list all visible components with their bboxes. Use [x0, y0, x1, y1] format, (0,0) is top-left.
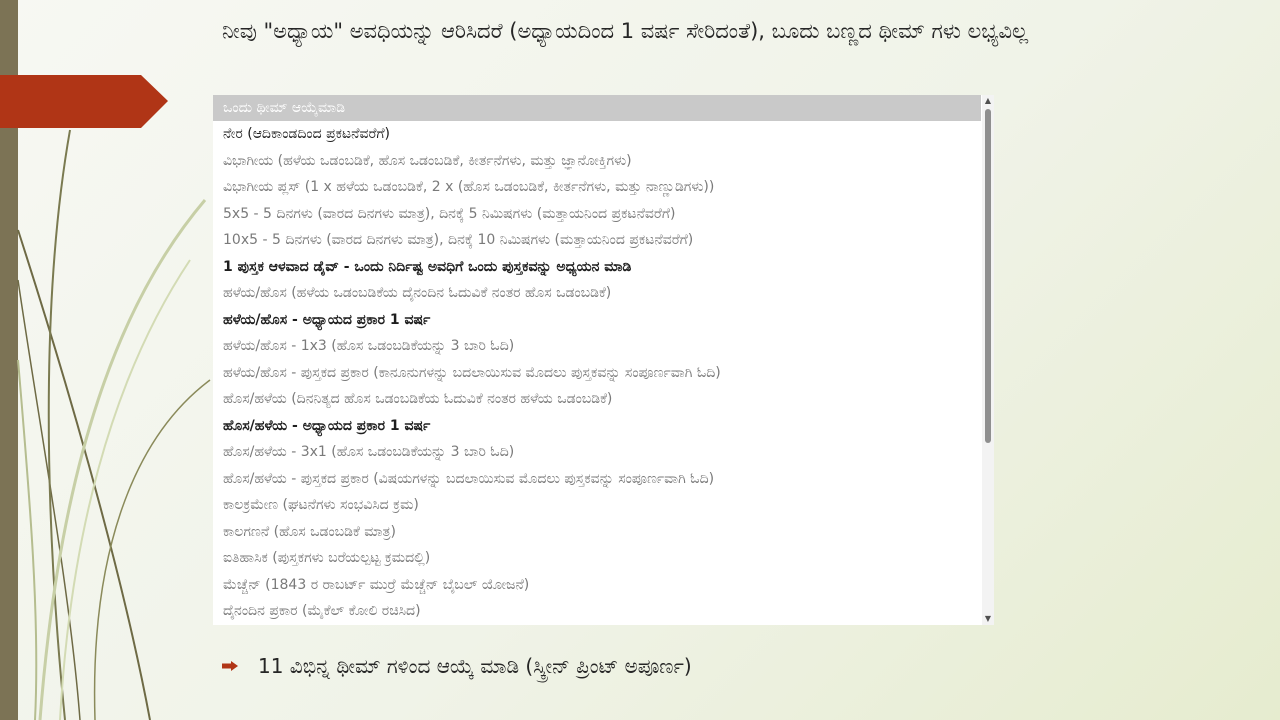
scrollbar-thumb[interactable]	[985, 109, 991, 443]
theme-option[interactable]: ಹಳೆಯ/ಹೊಸ (ಹಳೆಯ ಒಡಂಬಡಿಕೆಯ ದೈನಂದಿನ ಓದುವಿಕೆ ನಂತರ ಹೊಸ ಒಡಂಬಡಿಕೆ)	[223, 285, 612, 301]
theme-option[interactable]: ಹಳೆಯ/ಹೊಸ - ಅಧ್ಯಾಯದ ಪ್ರಕಾರ 1 ವರ್ಷ	[223, 311, 431, 328]
theme-option[interactable]: ದೈನಂದಿನ ಪ್ರಕಾರ (ಮೈಕೆಲ್ ಕೋಲಿ ರಚಿಸಿದ)	[223, 603, 421, 619]
scroll-up-arrow-icon[interactable]: ▲	[984, 96, 992, 105]
theme-option[interactable]: ಹೊಸ/ಹಳೆಯ - 3x1 (ಹೊಸ ಒಡಂಬಡಿಕೆಯನ್ನು 3 ಬಾರಿ ಓದಿ)	[223, 444, 515, 460]
theme-option[interactable]: ಹೊಸ/ಹಳೆಯ (ದಿನನಿತ್ಯದ ಹೊಸ ಒಡಂಬಡಿಕೆಯ ಓದುವಿಕೆ ನಂತರ ಹಳೆಯ ಒಡಂಬಡಿಕೆ)	[223, 391, 613, 407]
list-scrollbar[interactable]	[982, 95, 994, 625]
theme-option[interactable]: ವಿಭಾಗೀಯ (ಹಳೆಯ ಒಡಂಬಡಿಕೆ, ಹೊಸ ಒಡಂಬಡಿಕೆ, ಕೀರ್ತನೆಗಳು, ಮತ್ತು ಜ್ಞಾನೋಕ್ತಿಗಳು)	[223, 152, 632, 169]
theme-option[interactable]: 10x5 - 5 ದಿನಗಳು (ವಾರದ ದಿನಗಳು ಮಾತ್ರ), ದಿನಕ್ಕೆ 10 ನಿಮಿಷಗಳು (ಮತ್ತಾಯನಿಂದ ಪ್ರಕಟನೆವರೆಗೆ)	[223, 232, 694, 248]
theme-options	[213, 121, 983, 625]
arrow-bullet-icon	[222, 661, 238, 671]
theme-option[interactable]: ಐತಿಹಾಸಿಕ (ಪುಸ್ತಕಗಳು ಬರೆಯಲ್ಪಟ್ಟ ಕ್ರಮದಲ್ಲಿ)	[223, 550, 431, 566]
theme-option[interactable]: 1 ಪುಸ್ತಕ ಆಳವಾದ ಡೈವ್ - ಒಂದು ನಿರ್ದಿಷ್ಟ ಅವಧಿಗೆ ಒಂದು ಪುಸ್ತಕವನ್ನು ಅಧ್ಯಯನ ಮಾಡಿ	[223, 258, 632, 275]
theme-select-list[interactable]	[213, 95, 994, 625]
theme-option[interactable]: ಕಾಲಗಣನೆ (ಹೊಸ ಒಡಂಬಡಿಕೆ ಮಾತ್ರ)	[223, 523, 397, 540]
accent-arrow-tab	[0, 75, 168, 128]
theme-option[interactable]: ನೇರ (ಆದಿಕಾಂಡದಿಂದ ಪ್ರಕಟನೆವರೆಗೆ)	[223, 126, 391, 142]
theme-option[interactable]: 5x5 - 5 ದಿನಗಳು (ವಾರದ ದಿನಗಳು ಮಾತ್ರ), ದಿನಕ್ಕೆ 5 ನಿಮಿಷಗಳು (ಮತ್ತಾಯನಿಂದ ಪ್ರಕಟನೆವರೆಗೆ)	[223, 205, 676, 222]
theme-list-header: ಒಂದು ಥೀಮ್ ಆಯ್ಕೆಮಾಡಿ	[213, 95, 981, 121]
bullet-text: 11 ವಿಭಿನ್ನ ಥೀಮ್ ಗಳಿಂದ ಆಯ್ಕೆ ಮಾಡಿ (ಸ್ಕ್ರೀನ್ ಪ್ರಿಂಟ್ ಅಪೂರ್ಣ)	[258, 654, 692, 678]
theme-option[interactable]: ಕಾಲಕ್ರಮೇಣ (ಘಟನೆಗಳು ಸಂಭವಿಸಿದ ಕ್ರಮ)	[223, 497, 419, 513]
theme-option[interactable]: ಹೊಸ/ಹಳೆಯ - ಅಧ್ಯಾಯದ ಪ್ರಕಾರ 1 ವರ್ಷ	[223, 417, 431, 434]
theme-option[interactable]: ಹಳೆಯ/ಹೊಸ - 1x3 (ಹೊಸ ಒಡಂಬಡಿಕೆಯನ್ನು 3 ಬಾರಿ ಓದಿ)	[223, 338, 515, 354]
scroll-down-arrow-icon[interactable]: ▼	[984, 614, 992, 623]
theme-option[interactable]: ವಿಭಾಗೀಯ ಪ್ಲಸ್ (1 x ಹಳೆಯ ಒಡಂಬಡಿಕೆ, 2 x (ಹೊಸ ಒಡಂಬಡಿಕೆ, ಕೀರ್ತನೆಗಳು, ಮತ್ತು ನಾಣ್ಣುಡಿಗಳು))	[223, 179, 715, 195]
theme-option[interactable]: ಹಳೆಯ/ಹೊಸ - ಪುಸ್ತಕದ ಪ್ರಕಾರ (ಕಾನೂನುಗಳನ್ನು ಬದಲಾಯಿಸುವ ಮೊದಲು ಪುಸ್ತಕವನ್ನು ಸಂಪೂರ್ಣವಾಗಿ ಓದಿ)	[223, 364, 721, 381]
theme-option[interactable]: ಹೊಸ/ಹಳೆಯ - ಪುಸ್ತಕದ ಪ್ರಕಾರ (ವಿಷಯಗಳನ್ನು ಬದಲಾಯಿಸುವ ಮೊದಲು ಪುಸ್ತಕವನ್ನು ಸಂಪೂರ್ಣವಾಗಿ ಓದಿ)	[223, 470, 715, 487]
slide-title: ನೀವು "ಅಧ್ಯಾಯ" ಅವಧಿಯನ್ನು ಆರಿಸಿದರೆ (ಅಧ್ಯಾಯದಿಂದ 1 ವರ್ಷ ಸೇರಿದಂತೆ), ಬೂದು ಬಣ್ಣದ ಥೀಮ್ ಗಳು ಲಭ್ಯವಿಲ್ಲ	[222, 19, 1029, 43]
theme-option[interactable]: ಮೆಚ್ಚೆನ್ (1843 ರ ರಾಬರ್ಟ್ ಮುರ್ರೆ ಮೆಚ್ಚೆನ್ ಬೈಬಲ್ ಯೋಜನೆ)	[223, 576, 530, 593]
bullet-point	[222, 652, 692, 680]
